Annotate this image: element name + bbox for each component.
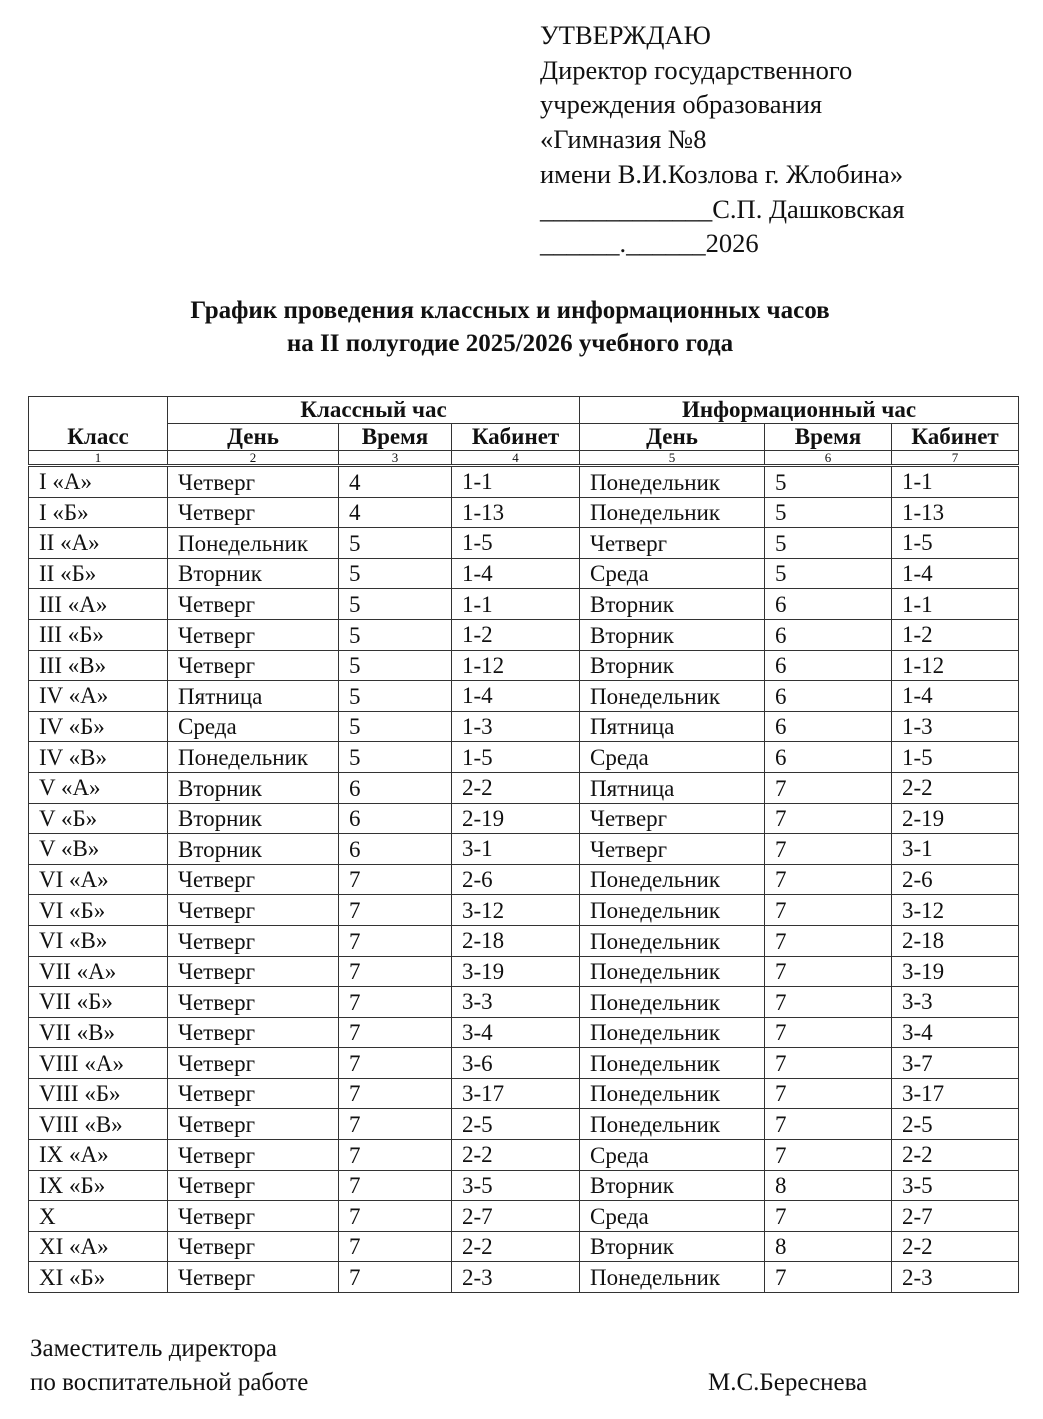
cell-info-hour-day: Среда [580, 1201, 765, 1232]
cell-class-hour-day: Четверг [168, 1170, 339, 1201]
cell-class-hour-room: 3-17 [452, 1078, 580, 1109]
cell-info-hour-time: 6 [765, 742, 892, 773]
cell-info-hour-room: 3-1 [892, 834, 1019, 865]
cell-class: VII «А» [29, 956, 168, 987]
cell-class: XI «Б» [29, 1262, 168, 1293]
cell-class-hour-time: 7 [339, 1170, 452, 1201]
cell-class-hour-day: Четверг [168, 1048, 339, 1079]
cell-info-hour-room: 3-3 [892, 987, 1019, 1018]
schedule-table [28, 396, 1019, 1293]
cell-class-hour-time: 5 [339, 528, 452, 559]
cell-class-hour-time: 5 [339, 742, 452, 773]
cell-info-hour-day: Четверг [580, 528, 765, 559]
cell-class-hour-room: 1-4 [452, 681, 580, 712]
cell-class: VI «А» [29, 864, 168, 895]
approval-position: Директор государственного [540, 54, 853, 85]
table-row [29, 619, 1019, 650]
cell-class-hour-room: 2-19 [452, 803, 580, 834]
footer-position [30, 1332, 308, 1400]
cell-class-hour-day: Пятница [168, 681, 339, 712]
cell-info-hour-room: 2-2 [892, 1140, 1019, 1171]
column-number: 7 [892, 451, 1019, 466]
table-row [29, 1048, 1019, 1079]
table-row [29, 1078, 1019, 1109]
header-ih-room: Кабинет [892, 424, 1019, 451]
cell-info-hour-room: 1-13 [892, 497, 1019, 528]
cell-class: V «А» [29, 772, 168, 803]
cell-class-hour-room: 3-12 [452, 895, 580, 926]
table-row [29, 1231, 1019, 1262]
header-ch-room: Кабинет [452, 424, 580, 451]
cell-class-hour-day: Четверг [168, 895, 339, 926]
cell-class-hour-time: 7 [339, 925, 452, 956]
cell-info-hour-time: 7 [765, 1140, 892, 1171]
cell-class-hour-day: Вторник [168, 558, 339, 589]
footer-position-line-1: Заместитель директора [30, 1335, 277, 1362]
cell-class-hour-room: 3-1 [452, 834, 580, 865]
header-class: Класс [29, 397, 168, 451]
cell-class-hour-day: Четверг [168, 956, 339, 987]
cell-class-hour-time: 5 [339, 681, 452, 712]
cell-info-hour-time: 5 [765, 528, 892, 559]
cell-class-hour-day: Четверг [168, 1262, 339, 1293]
header-row-groups [29, 397, 1019, 424]
table-row [29, 772, 1019, 803]
cell-info-hour-time: 7 [765, 1262, 892, 1293]
cell-info-hour-time: 5 [765, 558, 892, 589]
cell-class: X [29, 1201, 168, 1232]
cell-class-hour-room: 1-1 [452, 466, 580, 498]
cell-info-hour-room: 3-19 [892, 956, 1019, 987]
approval-date: ______.______2026 [540, 228, 759, 259]
cell-class-hour-room: 2-6 [452, 864, 580, 895]
schedule-body [29, 466, 1019, 1293]
cell-info-hour-day: Вторник [580, 619, 765, 650]
cell-info-hour-time: 7 [765, 895, 892, 926]
cell-class-hour-day: Четверг [168, 619, 339, 650]
cell-info-hour-day: Пятница [580, 711, 765, 742]
cell-class: VI «Б» [29, 895, 168, 926]
cell-info-hour-room: 1-12 [892, 650, 1019, 681]
cell-class: III «А» [29, 589, 168, 620]
cell-info-hour-day: Среда [580, 742, 765, 773]
cell-class-hour-time: 5 [339, 650, 452, 681]
approval-institution-name: «Гимназия №8 [540, 124, 707, 155]
cell-info-hour-day: Четверг [580, 803, 765, 834]
cell-class-hour-room: 2-3 [452, 1262, 580, 1293]
cell-class: VII «В» [29, 1017, 168, 1048]
footer-position-line-2: по воспитательной работе [30, 1369, 309, 1396]
cell-info-hour-room: 1-4 [892, 681, 1019, 712]
cell-info-hour-room: 2-19 [892, 803, 1019, 834]
cell-info-hour-time: 7 [765, 803, 892, 834]
cell-class: I «А» [29, 466, 168, 498]
cell-class-hour-time: 6 [339, 803, 452, 834]
cell-class-hour-room: 2-2 [452, 1231, 580, 1262]
cell-info-hour-room: 1-2 [892, 619, 1019, 650]
column-number-row [29, 451, 1019, 466]
column-number: 1 [29, 451, 168, 466]
cell-info-hour-room: 2-2 [892, 772, 1019, 803]
cell-class-hour-day: Четверг [168, 925, 339, 956]
cell-class-hour-time: 7 [339, 1201, 452, 1232]
cell-class-hour-time: 7 [339, 987, 452, 1018]
table-row [29, 987, 1019, 1018]
approval-institution: учреждения образования [540, 89, 823, 120]
table-row [29, 558, 1019, 589]
table-row [29, 650, 1019, 681]
cell-class: VIII «А» [29, 1048, 168, 1079]
cell-info-hour-day: Среда [580, 1140, 765, 1171]
approval-signature: _____________С.П. Дашковская [540, 193, 905, 224]
approval-institution-name-cont: имени В.И.Козлова г. Жлобина» [540, 158, 904, 189]
table-row [29, 742, 1019, 773]
cell-class: V «Б» [29, 803, 168, 834]
cell-class-hour-room: 1-5 [452, 742, 580, 773]
cell-info-hour-day: Вторник [580, 650, 765, 681]
cell-info-hour-day: Четверг [580, 834, 765, 865]
cell-class-hour-room: 2-2 [452, 1140, 580, 1171]
table-row [29, 589, 1019, 620]
cell-class-hour-room: 1-12 [452, 650, 580, 681]
cell-class-hour-time: 7 [339, 1017, 452, 1048]
cell-info-hour-room: 2-6 [892, 864, 1019, 895]
cell-info-hour-time: 6 [765, 589, 892, 620]
header-ih-time: Время [765, 424, 892, 451]
cell-info-hour-time: 6 [765, 650, 892, 681]
table-row [29, 895, 1019, 926]
cell-class-hour-time: 7 [339, 864, 452, 895]
cell-class-hour-room: 2-2 [452, 772, 580, 803]
cell-info-hour-day: Понедельник [580, 1262, 765, 1293]
cell-class-hour-day: Четверг [168, 1231, 339, 1262]
cell-class-hour-day: Вторник [168, 772, 339, 803]
column-number: 5 [580, 451, 765, 466]
table-row [29, 466, 1019, 498]
table-row [29, 864, 1019, 895]
footer-signatory: М.С.Береснева [708, 1369, 868, 1396]
approval-stamp: УТВЕРЖДАЮ [540, 20, 711, 50]
cell-class: V «В» [29, 834, 168, 865]
approval-block [540, 18, 905, 261]
cell-info-hour-room: 2-7 [892, 1201, 1019, 1232]
cell-class-hour-day: Четверг [168, 1078, 339, 1109]
cell-info-hour-time: 8 [765, 1170, 892, 1201]
cell-class: IV «Б» [29, 711, 168, 742]
cell-class-hour-day: Четверг [168, 466, 339, 498]
cell-class-hour-room: 2-7 [452, 1201, 580, 1232]
cell-class-hour-time: 7 [339, 895, 452, 926]
cell-info-hour-room: 3-17 [892, 1078, 1019, 1109]
cell-class: II «А» [29, 528, 168, 559]
cell-class-hour-day: Вторник [168, 834, 339, 865]
cell-class-hour-time: 7 [339, 956, 452, 987]
cell-info-hour-day: Вторник [580, 589, 765, 620]
cell-class-hour-time: 6 [339, 772, 452, 803]
table-row [29, 711, 1019, 742]
cell-info-hour-day: Пятница [580, 772, 765, 803]
cell-info-hour-room: 3-7 [892, 1048, 1019, 1079]
cell-info-hour-room: 3-4 [892, 1017, 1019, 1048]
cell-info-hour-room: 2-3 [892, 1262, 1019, 1293]
cell-info-hour-time: 7 [765, 772, 892, 803]
cell-info-hour-room: 2-2 [892, 1231, 1019, 1262]
column-number: 2 [168, 451, 339, 466]
table-row [29, 1170, 1019, 1201]
column-number: 6 [765, 451, 892, 466]
cell-class: III «Б» [29, 619, 168, 650]
cell-class-hour-day: Четверг [168, 864, 339, 895]
cell-info-hour-room: 1-1 [892, 589, 1019, 620]
table-row [29, 1262, 1019, 1293]
cell-info-hour-time: 6 [765, 619, 892, 650]
cell-class-hour-day: Четверг [168, 1201, 339, 1232]
cell-info-hour-room: 3-12 [892, 895, 1019, 926]
column-number: 4 [452, 451, 580, 466]
document-title [0, 294, 1020, 360]
cell-info-hour-day: Понедельник [580, 956, 765, 987]
cell-info-hour-time: 7 [765, 1048, 892, 1079]
cell-info-hour-day: Понедельник [580, 1048, 765, 1079]
table-row [29, 925, 1019, 956]
cell-class-hour-time: 5 [339, 558, 452, 589]
header-info-hour: Информационный час [580, 397, 1019, 424]
cell-info-hour-time: 7 [765, 1109, 892, 1140]
cell-class-hour-day: Среда [168, 711, 339, 742]
cell-info-hour-day: Понедельник [580, 925, 765, 956]
cell-class-hour-room: 3-6 [452, 1048, 580, 1079]
cell-class-hour-room: 1-5 [452, 528, 580, 559]
cell-class-hour-time: 7 [339, 1140, 452, 1171]
cell-class-hour-time: 7 [339, 1262, 452, 1293]
cell-info-hour-day: Понедельник [580, 1109, 765, 1140]
cell-info-hour-time: 6 [765, 711, 892, 742]
cell-class-hour-room: 2-18 [452, 925, 580, 956]
cell-info-hour-day: Понедельник [580, 864, 765, 895]
cell-class-hour-day: Четверг [168, 1017, 339, 1048]
cell-info-hour-room: 1-5 [892, 528, 1019, 559]
cell-class-hour-room: 2-5 [452, 1109, 580, 1140]
cell-class: VII «Б» [29, 987, 168, 1018]
cell-info-hour-time: 5 [765, 497, 892, 528]
cell-class: III «В» [29, 650, 168, 681]
title-line-2: на II полугодие 2025/2026 учебного года [286, 330, 734, 357]
cell-info-hour-room: 1-5 [892, 742, 1019, 773]
cell-info-hour-day: Понедельник [580, 895, 765, 926]
cell-info-hour-day: Вторник [580, 1231, 765, 1262]
cell-info-hour-room: 1-3 [892, 711, 1019, 742]
cell-class-hour-room: 1-3 [452, 711, 580, 742]
cell-class-hour-day: Четверг [168, 1109, 339, 1140]
cell-class-hour-time: 7 [339, 1231, 452, 1262]
table-row [29, 956, 1019, 987]
cell-class-hour-day: Вторник [168, 803, 339, 834]
cell-class: IX «Б» [29, 1170, 168, 1201]
cell-class-hour-time: 5 [339, 619, 452, 650]
cell-class-hour-time: 7 [339, 1078, 452, 1109]
table-row [29, 497, 1019, 528]
cell-class-hour-day: Понедельник [168, 742, 339, 773]
cell-info-hour-day: Понедельник [580, 987, 765, 1018]
cell-info-hour-time: 7 [765, 987, 892, 1018]
cell-class: IV «А» [29, 681, 168, 712]
cell-info-hour-time: 7 [765, 925, 892, 956]
cell-info-hour-time: 7 [765, 834, 892, 865]
column-number: 3 [339, 451, 452, 466]
cell-class-hour-room: 1-13 [452, 497, 580, 528]
table-row [29, 1140, 1019, 1171]
cell-class-hour-day: Четверг [168, 987, 339, 1018]
cell-info-hour-time: 7 [765, 1201, 892, 1232]
cell-class-hour-day: Понедельник [168, 528, 339, 559]
cell-class: IV «В» [29, 742, 168, 773]
cell-class: IX «А» [29, 1140, 168, 1171]
cell-class: VIII «В» [29, 1109, 168, 1140]
cell-info-hour-day: Вторник [580, 1170, 765, 1201]
header-ch-time: Время [339, 424, 452, 451]
cell-info-hour-day: Понедельник [580, 1017, 765, 1048]
header-row-sub [29, 424, 1019, 451]
cell-info-hour-time: 7 [765, 956, 892, 987]
cell-class-hour-day: Четверг [168, 1140, 339, 1171]
cell-class-hour-room: 3-3 [452, 987, 580, 1018]
cell-info-hour-room: 2-18 [892, 925, 1019, 956]
cell-class-hour-time: 4 [339, 466, 452, 498]
cell-info-hour-day: Понедельник [580, 466, 765, 498]
cell-info-hour-room: 1-4 [892, 558, 1019, 589]
table-row [29, 1017, 1019, 1048]
cell-class-hour-room: 3-4 [452, 1017, 580, 1048]
table-row [29, 528, 1019, 559]
cell-class-hour-room: 3-19 [452, 956, 580, 987]
cell-class-hour-time: 6 [339, 834, 452, 865]
table-row [29, 1109, 1019, 1140]
cell-info-hour-time: 7 [765, 1017, 892, 1048]
cell-info-hour-day: Понедельник [580, 1078, 765, 1109]
table-row [29, 1201, 1019, 1232]
cell-info-hour-time: 6 [765, 681, 892, 712]
cell-info-hour-day: Понедельник [580, 497, 765, 528]
header-class-hour: Классный час [168, 397, 580, 424]
cell-info-hour-room: 1-1 [892, 466, 1019, 498]
cell-info-hour-room: 3-5 [892, 1170, 1019, 1201]
title-line-1: График проведения классных и информационных часов [190, 297, 830, 324]
table-row [29, 803, 1019, 834]
cell-info-hour-time: 5 [765, 466, 892, 498]
cell-class-hour-day: Четверг [168, 497, 339, 528]
cell-class-hour-time: 7 [339, 1048, 452, 1079]
cell-class: XI «А» [29, 1231, 168, 1262]
cell-class-hour-day: Четверг [168, 650, 339, 681]
header-ch-day: День [168, 424, 339, 451]
cell-class-hour-time: 4 [339, 497, 452, 528]
cell-info-hour-room: 2-5 [892, 1109, 1019, 1140]
table-row [29, 834, 1019, 865]
cell-info-hour-time: 7 [765, 864, 892, 895]
cell-class: I «Б» [29, 497, 168, 528]
table-row [29, 681, 1019, 712]
header-ih-day: День [580, 424, 765, 451]
cell-class: VIII «Б» [29, 1078, 168, 1109]
cell-class-hour-time: 7 [339, 1109, 452, 1140]
cell-class: VI «В» [29, 925, 168, 956]
cell-class-hour-day: Четверг [168, 589, 339, 620]
cell-info-hour-day: Среда [580, 558, 765, 589]
cell-class-hour-room: 1-4 [452, 558, 580, 589]
cell-info-hour-time: 8 [765, 1231, 892, 1262]
cell-class-hour-room: 1-1 [452, 589, 580, 620]
cell-class-hour-room: 1-2 [452, 619, 580, 650]
cell-info-hour-day: Понедельник [580, 681, 765, 712]
cell-class: II «Б» [29, 558, 168, 589]
cell-class-hour-room: 3-5 [452, 1170, 580, 1201]
cell-class-hour-time: 5 [339, 589, 452, 620]
cell-info-hour-time: 7 [765, 1078, 892, 1109]
cell-class-hour-time: 5 [339, 711, 452, 742]
